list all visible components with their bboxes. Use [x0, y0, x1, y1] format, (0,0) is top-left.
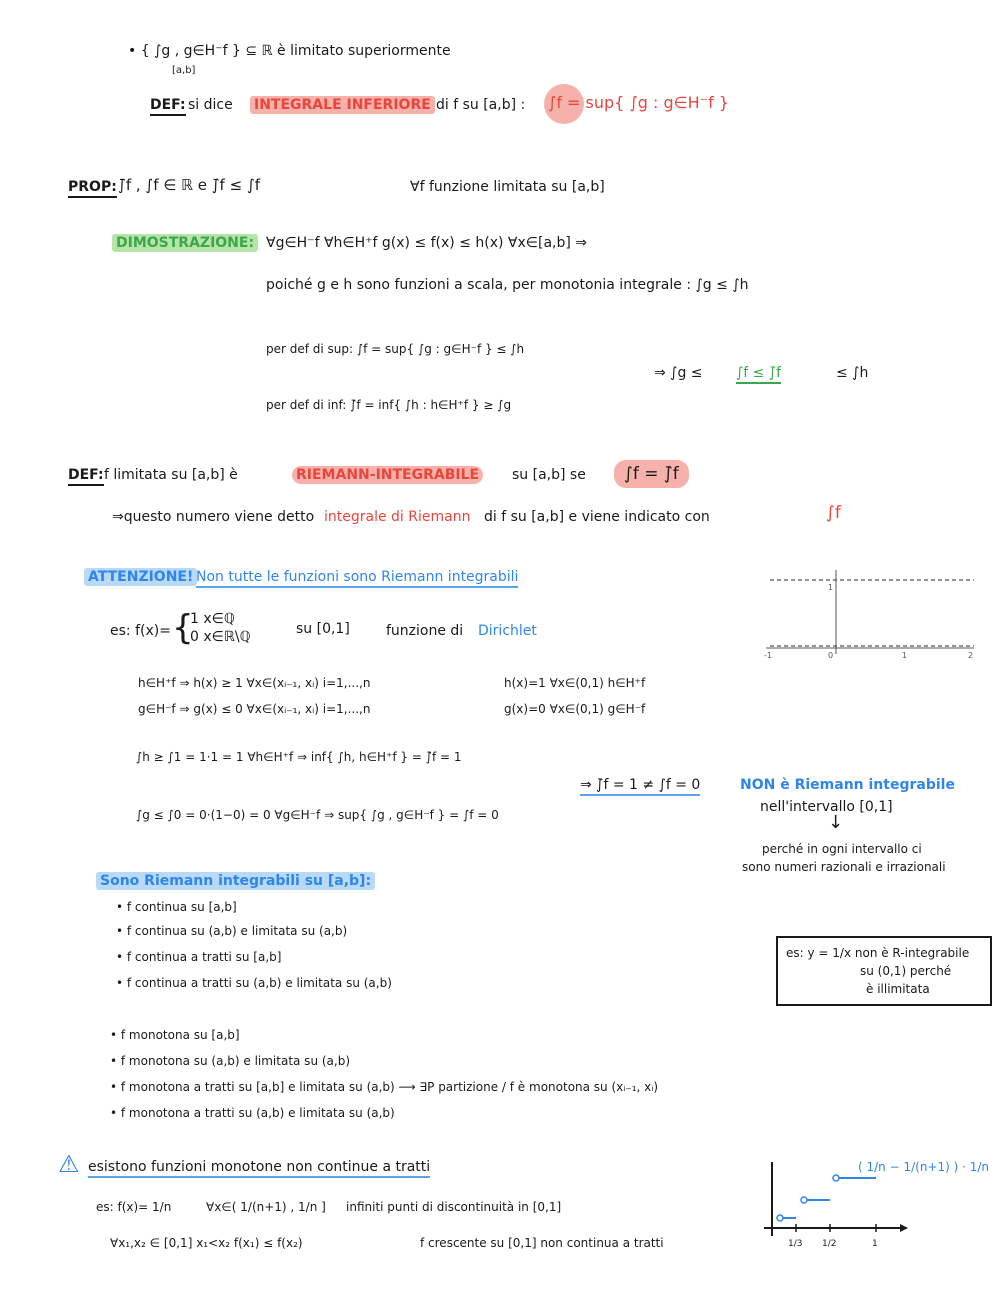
example1-case1: 1 x∈ℚ [190, 611, 235, 627]
es2-domain: ∀x∈( 1/(n+1) , 1/n ] [206, 1200, 326, 1214]
dirichlet-graph [762, 566, 982, 660]
dim-line2: poiché g e h sono funzioni a scala, per monotonia integrale : ∫g ≤ ∫h [266, 277, 749, 293]
es1-int-g: ∫g ≤ ∫0 = 0·(1−0) = 0 ∀g∈H⁻f ⇒ sup{ ∫g , g∈H⁻f } = ∫f = 0 [136, 808, 499, 822]
graph2-step-1-dot [777, 1215, 783, 1221]
es2-text: infiniti punti di discontinuità in [0,1] [346, 1200, 562, 1214]
dim-conclusion-pre: ⇒ ∫g ≤ [654, 365, 703, 381]
es2-label: es: f(x)= 1/n [96, 1200, 172, 1214]
example1-label: es: f(x)= [110, 623, 171, 639]
def2-text: f limitata su [a,b] è [104, 467, 238, 483]
es1-not-integrable: NON è Riemann integrabile [740, 777, 955, 793]
integrable-item-3: • f continua a tratti su [a,b] [116, 950, 282, 964]
integrable-item-1: • f continua su [a,b] [116, 900, 237, 914]
graph1-tick-neg: -1 [764, 651, 772, 660]
def2-rest: su [a,b] se [512, 467, 586, 483]
example1-domain: su [0,1] [296, 621, 350, 637]
graph2-tick-c: 1 [872, 1239, 878, 1249]
prop-label: PROP: [68, 178, 117, 198]
integrable-item-2: • f continua su (a,b) e limitata su (a,b) [116, 924, 348, 938]
es1-reason2: sono numeri razionali e irrazionali [742, 860, 946, 874]
dim-conclusion-mid: ∫f ≤ ∫̄f [736, 364, 781, 384]
monotone-item-3: • f monotona a tratti su [a,b] e limitata su (a,b) ⟶ ∃P partizione / f è monotona su (xᵢ₋₁, xᵢ) [110, 1080, 659, 1094]
def-label: DEF: [150, 96, 186, 116]
def2-line2-term: integrale di Riemann [324, 509, 471, 525]
integrable-title: Sono Riemann integrabili su [a,b]: [96, 872, 375, 890]
es1-arrow-icon: ↓ [828, 812, 844, 833]
dim-conclusion-post: ≤ ∫h [836, 365, 869, 381]
attention-text: Non tutte le funzioni sono Riemann integrabili [196, 568, 518, 588]
graph2-step-2-dot [801, 1197, 807, 1203]
step-graph [764, 1156, 904, 1256]
graph2-x-arrow [900, 1224, 908, 1232]
prop-formula: ∫̄f , ∫f ∈ ℝ e ∫̄f ≤ ∫f [118, 176, 261, 194]
warning-icon: ⚠ [58, 1150, 80, 1178]
prop-rest: ∀f funzione limitata su [a,b] [410, 179, 605, 195]
def2-line2-pre: ⇒questo numero viene detto [112, 509, 315, 525]
monotone-item-1: • f monotona su [a,b] [110, 1028, 240, 1042]
line-bounded-set: • { ∫g , g∈H⁻f } ⊆ ℝ è limitato superiormente [128, 43, 451, 59]
def2-line2-post: di f su [a,b] e viene indicato con [484, 509, 710, 525]
es2-line2: ∀x₁,x₂ ∈ [0,1] x₁<x₂ f(x₁) ≤ f(x₂) [110, 1236, 303, 1250]
def2-label: DEF: [68, 466, 104, 486]
example1-case2: 0 x∈ℝ\ℚ [190, 629, 251, 645]
graph2-step-3-dot [833, 1175, 839, 1181]
example1-name-pre: funzione di [386, 623, 464, 639]
example1-name: Dirichlet [478, 623, 537, 639]
def2-term-riemann: RIEMANN-INTEGRABILE [292, 466, 483, 484]
es1-conclusion: ⇒ ∫̄f = 1 ≠ ∫f = 0 [580, 776, 700, 796]
box-line1: es: y = 1/x non è R-integrabile [786, 946, 970, 960]
graph2-tick-a: 1/3 [788, 1239, 803, 1249]
es1-g-row: g∈H⁻f ⇒ g(x) ≤ 0 ∀x∈(xᵢ₋₁, xᵢ) i=1,...,n [138, 702, 371, 716]
dimostrazione-label: DIMOSTRAZIONE: [112, 234, 258, 252]
box-line2: su (0,1) perché [860, 964, 952, 978]
def2-line2-formula: ∫f [826, 503, 841, 523]
es1-h-right: h(x)=1 ∀x∈(0,1) h∈H⁺f [504, 676, 646, 690]
subscript-ab: [a,b] [172, 65, 196, 76]
es1-reason1: perché in ogni intervallo ci [762, 842, 922, 856]
def-term-lower-integral: INTEGRALE INFERIORE [250, 96, 435, 114]
graph1-tick-one: 1 [902, 651, 908, 660]
attention-label: ATTENZIONE! [84, 568, 197, 586]
monotone-item-2: • f monotona su (a,b) e limitata su (a,b) [110, 1054, 351, 1068]
graph1-tick-y1: 1 [828, 583, 834, 592]
warning-text: esistono funzioni monotone non continue a tratti [88, 1158, 430, 1178]
es1-interval: nell'intervallo [0,1] [760, 799, 893, 815]
dim-line1: ∀g∈H⁻f ∀h∈H⁺f g(x) ≤ f(x) ≤ h(x) ∀x∈[a,b] ⇒ [266, 235, 588, 251]
integrable-item-4: • f continua a tratti su (a,b) e limitata su (a,b) [116, 976, 392, 990]
dim-sup: per def di sup: ∫f = sup{ ∫g : g∈H⁻f } ≤ ∫h [266, 342, 525, 356]
es1-int-h: ∫h ≥ ∫1 = 1·1 = 1 ∀h∈H⁺f ⇒ inf{ ∫h, h∈H⁺f } = ∫̄f = 1 [136, 750, 462, 764]
graph1-tick-two: 2 [968, 651, 974, 660]
es2-label-right: ( 1/n − 1/(n+1) ) · 1/n [858, 1160, 990, 1174]
brace-icon: { [172, 608, 194, 648]
dim-inf: per def di inf: ∫̄f = inf{ ∫h : h∈H⁺f } ≥ ∫g [266, 398, 512, 412]
def-formula-lower: ∫f = sup{ ∫g : g∈H⁻f } [548, 93, 729, 112]
monotone-item-4: • f monotona a tratti su (a,b) e limitata su (a,b) [110, 1106, 395, 1120]
es1-h-row: h∈H⁺f ⇒ h(x) ≥ 1 ∀x∈(xᵢ₋₁, xᵢ) i=1,...,n [138, 676, 371, 690]
graph1-tick-zero: 0 [828, 651, 834, 660]
es1-g-right: g(x)=0 ∀x∈(0,1) g∈H⁻f [504, 702, 646, 716]
graph2-tick-b: 1/2 [822, 1239, 837, 1249]
def2-formula: ∫f = ∫̄f [614, 460, 689, 488]
es2-line2b: f crescente su [0,1] non continua a tratti [420, 1236, 664, 1250]
def-text: si dice [188, 97, 233, 113]
box-line3: è illimitata [866, 982, 930, 996]
def-rest: di f su [a,b] : [436, 97, 526, 113]
